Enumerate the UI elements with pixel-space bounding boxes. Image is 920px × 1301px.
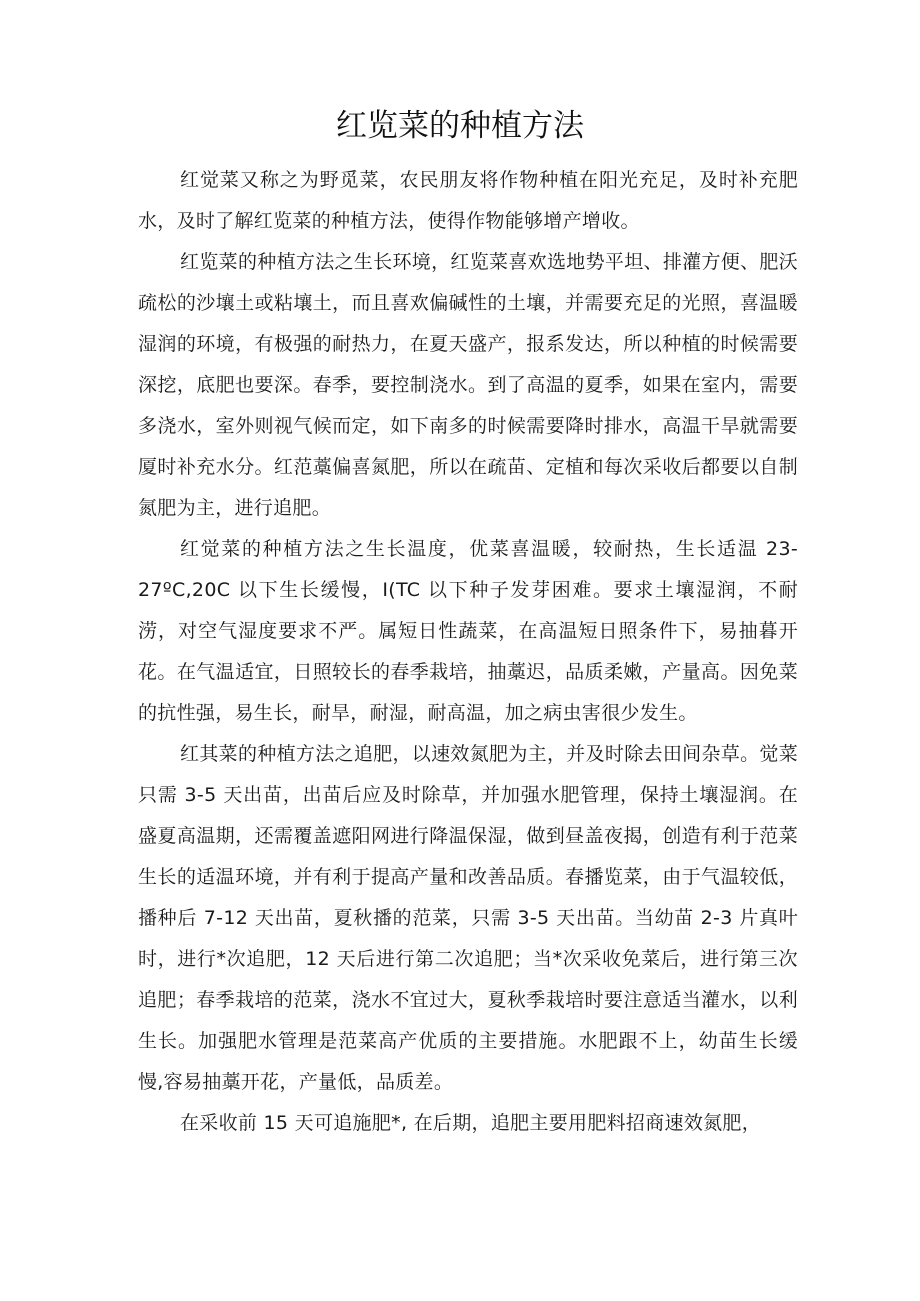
paragraph-5: 在采收前 15 天可追施肥*, 在后期，追肥主要用肥料招商速效氮肥， bbox=[180, 1112, 762, 1134]
paragraph-4: 红其菜的种植方法之追肥，以速效氮肥为主，并及时除去田间杂草。觉菜只需 3-5 天出苗，出苗后应及时除草，并加强水肥管理，保持土壤湿润。在盛夏高温期，还需覆盖遮阳网进行降温保湿，做到昼盖夜揭，创造有利于范菜生长的适温环境，并有利于提高产量和改善品质。春播览菜，由于气温较低，播种后 7-12 天出苗，夏秋播的范菜，只需 3-5 天出苗。当幼苗 2-3 片真叶时，进行*次追肥，12 天后进行第二次追肥；当*次采收免菜后，进行第三次追肥；春季栽培的范菜，浇水不宜过大，夏秋季栽培时要注意适当灌水，以利生长。加强肥水管理是范菜高产优质的主要措施。水肥跟不上，幼苗生长缓慢,容易抽藁开花，产量低，品质差。 bbox=[138, 743, 798, 1093]
paragraph-1: 红觉菜又称之为野觅菜，农民朋友将作物种植在阳光充足，及时补充肥水，及时了解红览菜的种植方法，使得作物能够增产增收。 bbox=[138, 169, 798, 232]
paragraph-2: 红览菜的种植方法之生长环境，红览菜喜欢选地势平坦、排灌方便、肥沃疏松的沙壤土或粘壤土，而且喜欢偏碱性的土壤，并需要充足的光照，喜温暖湿润的环境，有极强的耐热力，在夏天盛产，报系发达，所以种植的时候需要深挖，底肥也要深。春季，要控制浇水。到了高温的夏季，如果在室内，需要多浇水，室外则视气候而定，如下南多的时候需要降时排水，高温干旱就需要厦时补充水分。红范藁偏喜氮肥，所以在疏苗、定植和每次采收后都要以自制氮肥为主，进行追肥。 bbox=[138, 251, 798, 519]
document-body bbox=[138, 160, 798, 1144]
paragraph-3: 红觉菜的种植方法之生长温度，优菜喜温暖，较耐热，生长适温 23-27ºC,20C 以下生长缓慢，I(TC 以下种子发芽困难。要求土壤湿润，不耐涝，对空气湿度要求不严。属短日性蔬菜，在高温短日照条件下，易抽暮开花。在气温适宜，日照较长的春季栽培，抽藁迟，品质柔嫩，产量高。因免菜的抗性强，易生长，耐旱，耐湿，耐高温，加之病虫害很少发生。 bbox=[138, 538, 798, 724]
document-title: 红览菜的种植方法 bbox=[336, 108, 584, 144]
